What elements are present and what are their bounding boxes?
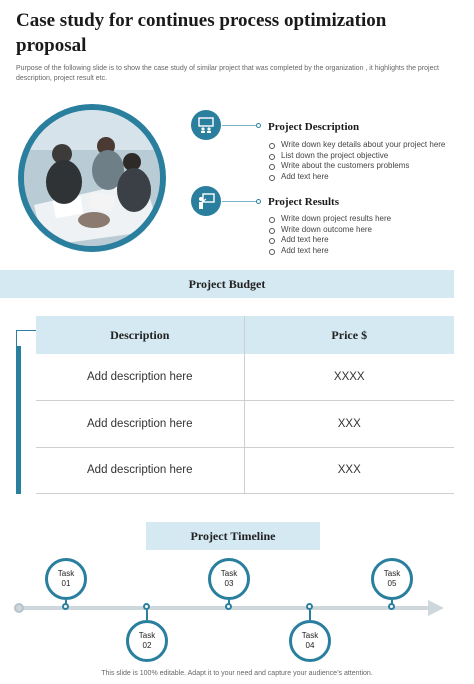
table-accent-line — [16, 330, 36, 331]
table-accent-line-vertical — [16, 330, 17, 346]
description-cell: Add description here — [36, 401, 244, 448]
price-cell: XXX — [244, 401, 454, 448]
project-timeline-box — [146, 522, 320, 550]
presenter-icon — [191, 186, 221, 216]
description-connector — [222, 125, 258, 126]
task-circle-04 — [289, 620, 331, 662]
task-label: Task — [220, 569, 238, 578]
task-label: Task — [57, 569, 75, 578]
task-stem — [146, 610, 148, 620]
timeline-arrow-icon — [428, 600, 444, 616]
list-item: List down the project objective — [268, 151, 445, 162]
task-circle-03 — [208, 558, 250, 600]
list-item: Write down outcome here — [268, 225, 391, 236]
task-label: Task — [301, 631, 319, 640]
list-item: Add text here — [268, 172, 445, 183]
timeline-start-dot — [14, 603, 24, 613]
task-number: 04 — [305, 641, 315, 650]
column-header-price: Price $ — [244, 316, 454, 354]
task-number: 02 — [142, 641, 152, 650]
list-item: Add text here — [268, 235, 391, 246]
table-header-row — [36, 316, 454, 354]
team-photo — [18, 104, 166, 252]
list-item: Add text here — [268, 246, 391, 257]
list-item: Write down key details about your project here — [268, 140, 445, 151]
task-node — [225, 603, 232, 610]
price-cell: XXXX — [244, 354, 454, 401]
task-circle-05 — [371, 558, 413, 600]
task-label: Task — [138, 631, 156, 640]
page-subtitle: Purpose of the following slide is to show the case study of similar project that was completed by the organization , it highlights the project description, project result etc. — [16, 65, 439, 82]
project-results-heading: Project Results — [268, 196, 339, 208]
task-number: 03 — [224, 579, 234, 588]
task-number: 01 — [61, 579, 71, 588]
budget-table — [36, 316, 454, 494]
team-photo-illustration — [24, 110, 160, 246]
project-budget-heading: Project Budget — [188, 276, 266, 291]
task-number: 05 — [387, 579, 397, 588]
presentation-icon — [191, 110, 221, 140]
project-description-list — [268, 140, 445, 182]
task-stem — [309, 610, 311, 620]
task-node — [306, 603, 313, 610]
task-label: Task — [383, 569, 401, 578]
results-connector — [222, 201, 258, 202]
project-timeline-heading: Project Timeline — [190, 528, 276, 543]
column-header-description: Description — [36, 316, 244, 354]
description-cell: Add description here — [36, 447, 244, 494]
footer-note: This slide is 100% editable. Adapt it to your need and capture your audience’s attention. — [101, 670, 373, 677]
list-item: Write about the customers problems — [268, 161, 445, 172]
project-description-heading: Project Description — [268, 121, 360, 133]
page-title: Case study for continues process optimization proposal — [16, 10, 387, 56]
task-node — [388, 603, 395, 610]
task-node — [143, 603, 150, 610]
list-item: Write down project results here — [268, 214, 391, 225]
task-circle-01 — [45, 558, 87, 600]
table-row — [36, 447, 454, 494]
description-cell: Add description here — [36, 354, 244, 401]
task-node — [62, 603, 69, 610]
table-row — [36, 401, 454, 448]
table-accent-bar — [16, 346, 21, 494]
price-cell: XXX — [244, 447, 454, 494]
table-row — [36, 354, 454, 401]
project-budget-band — [0, 270, 454, 298]
task-circle-02 — [126, 620, 168, 662]
project-results-list — [268, 214, 391, 256]
